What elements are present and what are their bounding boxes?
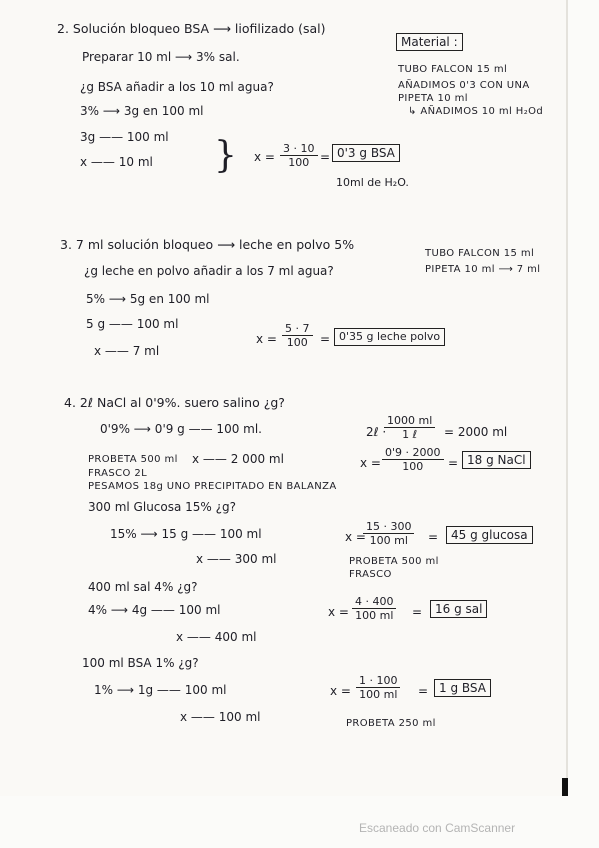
glucose-fraction bbox=[363, 520, 414, 547]
section-2-material-4: ↳ AÑADIMOS 10 ml H₂Od bbox=[408, 106, 544, 117]
section-2-denominator: 100 bbox=[288, 156, 310, 169]
salt-equals: = bbox=[412, 605, 423, 619]
section-4-title: 4. 2ℓ NaCl al 0'9%. suero salino ¿g? bbox=[64, 395, 285, 410]
bsa-eq-prefix: x = bbox=[330, 684, 351, 698]
glucose-result-box: 45 g glucosa bbox=[446, 526, 533, 544]
section-3-fraction bbox=[282, 322, 313, 349]
bsa-fraction bbox=[356, 674, 400, 701]
salt-eq-prefix: x = bbox=[328, 605, 349, 619]
salt-result-box: 16 g sal bbox=[430, 600, 487, 618]
section-2-numerator: 3 · 10 bbox=[280, 142, 318, 156]
bsa-equals: = bbox=[418, 684, 429, 698]
section-2-rule-3: x —— 10 ml bbox=[80, 155, 153, 169]
glucose-material-2: FRASCO bbox=[349, 569, 392, 580]
section-2-material-3: PIPETA 10 ml bbox=[398, 93, 468, 104]
salt-denominator: 100 ml bbox=[355, 609, 394, 622]
section-3-rule-1: 5% ⟶ 5g en 100 ml bbox=[86, 292, 210, 306]
material-title: Material : bbox=[396, 33, 463, 51]
section-2-equals: = bbox=[320, 150, 331, 164]
section-3-material-1: TUBO FALCON 15 ml bbox=[425, 248, 535, 259]
curly-brace: } bbox=[214, 135, 237, 176]
section-3-numerator: 5 · 7 bbox=[282, 322, 313, 336]
section-4-conv-denominator: 1 ℓ bbox=[402, 428, 418, 441]
section-2-prep: Preparar 10 ml ⟶ 3% sal. bbox=[82, 50, 240, 64]
camscanner-watermark: Escaneado con CamScanner bbox=[359, 821, 516, 835]
section-2-rule-1: 3% ⟶ 3g en 100 ml bbox=[80, 104, 204, 118]
glucose-rule-2: x —— 300 ml bbox=[196, 552, 277, 566]
section-4-denominator: 100 bbox=[402, 460, 424, 473]
section-3-denominator: 100 bbox=[286, 336, 308, 349]
bsa-title: 100 ml BSA 1% ¿g? bbox=[82, 656, 199, 670]
section-2-note: 10ml de H₂O. bbox=[336, 176, 409, 189]
glucose-material-1: PROBETA 500 ml bbox=[349, 556, 439, 567]
section-2-material-1: TUBO FALCON 15 ml bbox=[398, 64, 508, 75]
section-3-rule-2: 5 g —— 100 ml bbox=[86, 317, 179, 331]
section-3-equals: = bbox=[320, 332, 331, 346]
glucose-equals: = bbox=[428, 530, 439, 544]
section-2-material-2: AÑADIMOS 0'3 CON UNA bbox=[398, 80, 530, 91]
salt-rule-2: x —— 400 ml bbox=[176, 630, 257, 644]
bsa-rule-2: x —— 100 ml bbox=[180, 710, 261, 724]
glucose-numerator: 15 · 300 bbox=[363, 520, 414, 534]
section-4-rule-1: 0'9% ⟶ 0'9 g —— 100 ml. bbox=[100, 422, 262, 436]
salt-title: 400 ml sal 4% ¿g? bbox=[88, 580, 198, 594]
bsa-material-1: PROBETA 250 ml bbox=[346, 718, 436, 729]
scan-edge-mark bbox=[562, 778, 568, 796]
section-4-numerator: 0'9 · 2000 bbox=[382, 446, 444, 460]
section-3-rule-3: x —— 7 ml bbox=[94, 344, 160, 358]
section-3-question: ¿g leche en polvo añadir a los 7 ml agua? bbox=[84, 264, 334, 278]
section-4-rule-2: x —— 2 000 ml bbox=[192, 452, 284, 466]
section-2-rule-2: 3g —— 100 ml bbox=[80, 130, 169, 144]
section-4-material-3: PESAMOS 18g UNO PRECIPITADO EN BALANZA bbox=[88, 481, 337, 492]
section-4-fraction bbox=[382, 446, 444, 473]
section-4-conv-result: = 2000 ml bbox=[444, 425, 508, 439]
section-3-eq-prefix: x = bbox=[256, 332, 277, 346]
section-2-eq-prefix: x = bbox=[254, 150, 275, 164]
section-4-eq-prefix: x = bbox=[360, 456, 381, 470]
section-3-result-box: 0'35 g leche polvo bbox=[334, 328, 445, 346]
bsa-result-box: 1 g BSA bbox=[434, 679, 491, 697]
section-4-material-2: FRASCO 2L bbox=[88, 468, 148, 479]
salt-fraction bbox=[352, 595, 396, 622]
section-4-equals: = bbox=[448, 456, 459, 470]
section-2-result-box: 0'3 g BSA bbox=[332, 144, 400, 162]
glucose-denominator: 100 ml bbox=[369, 534, 408, 547]
glucose-title: 300 ml Glucosa 15% ¿g? bbox=[88, 500, 236, 514]
bsa-rule-1: 1% ⟶ 1g —— 100 ml bbox=[94, 683, 227, 697]
bsa-denominator: 100 ml bbox=[359, 688, 398, 701]
section-4-conv-prefix: 2ℓ · bbox=[366, 425, 387, 439]
glucose-eq-prefix: x = bbox=[345, 530, 366, 544]
salt-rule-1: 4% ⟶ 4g —— 100 ml bbox=[88, 603, 221, 617]
section-2-question: ¿g BSA añadir a los 10 ml agua? bbox=[80, 80, 274, 94]
glucose-rule-1: 15% ⟶ 15 g —— 100 ml bbox=[110, 527, 262, 541]
section-2-title: 2. Solución bloqueo BSA ⟶ liofilizado (sal) bbox=[57, 21, 326, 36]
section-4-conv-numerator: 1000 ml bbox=[384, 414, 435, 428]
section-4-result-box: 18 g NaCl bbox=[462, 451, 531, 469]
section-4-conv-fraction bbox=[384, 414, 435, 441]
section-3-title: 3. 7 ml solución bloqueo ⟶ leche en polvo 5% bbox=[60, 237, 355, 252]
section-2-fraction bbox=[280, 142, 318, 169]
section-4-material-1: PROBETA 500 ml bbox=[88, 454, 178, 465]
bsa-numerator: 1 · 100 bbox=[356, 674, 400, 688]
salt-numerator: 4 · 400 bbox=[352, 595, 396, 609]
section-3-material-2: PIPETA 10 ml ⟶ 7 ml bbox=[425, 264, 541, 275]
